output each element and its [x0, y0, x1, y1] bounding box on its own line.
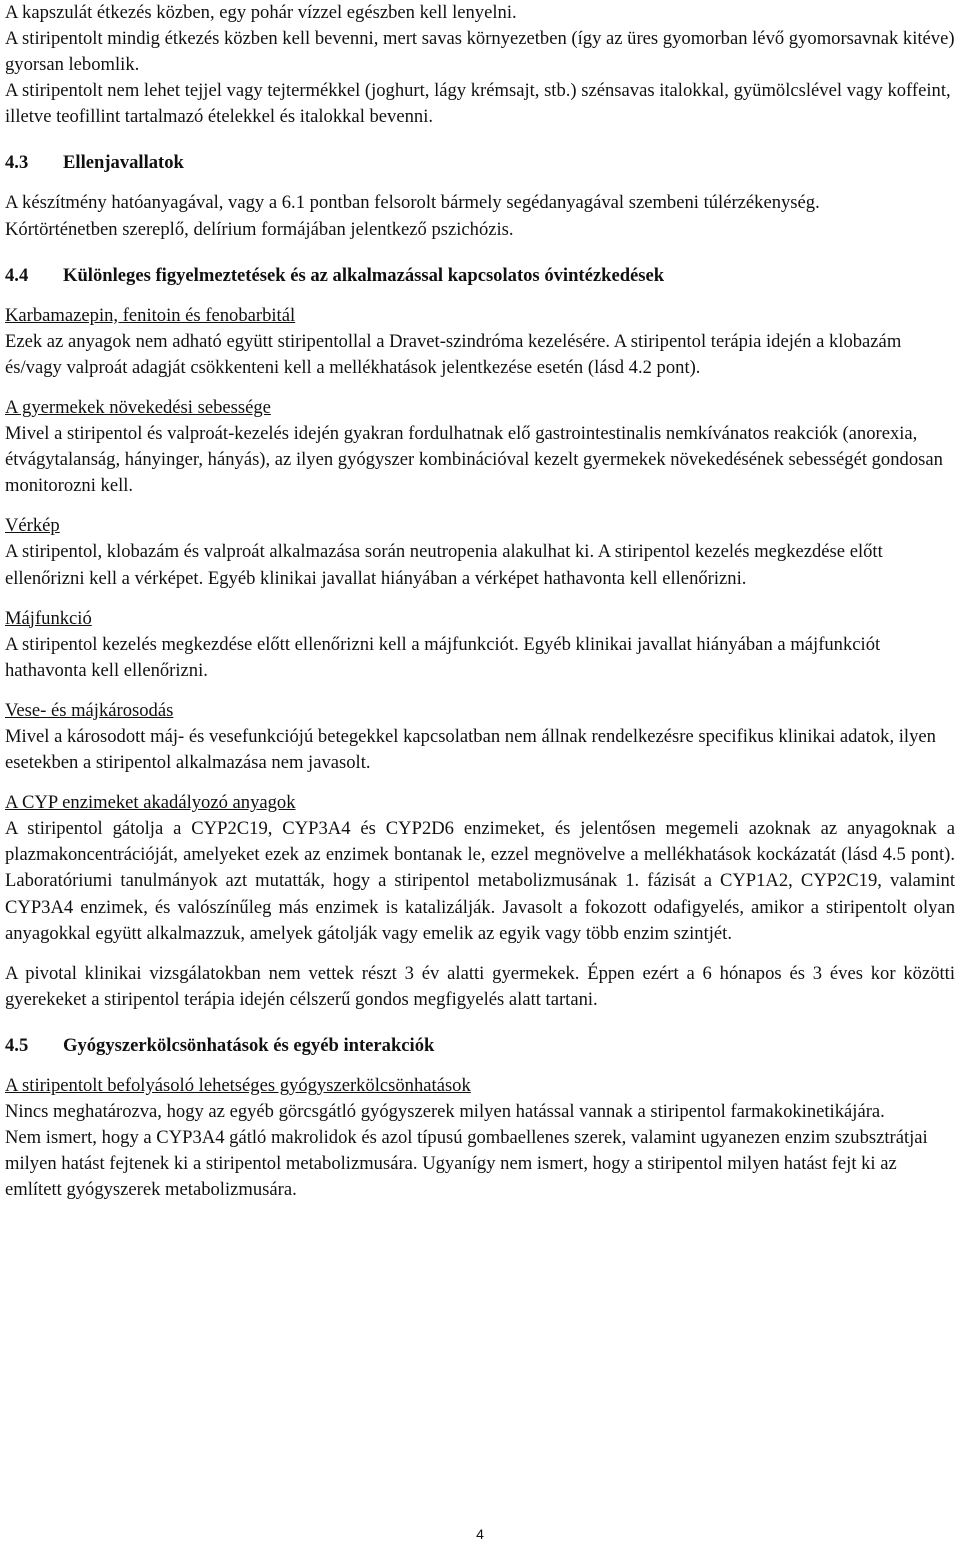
section-number: 4.4 — [5, 264, 29, 286]
document-page — [5, 0, 955, 1203]
subsection-title: A gyermekek növekedési sebessége — [5, 396, 271, 418]
subsection-text: A stiripentol, klobazám és valproát alkalmazása során neutropenia alakulhat ki. A stiripentol kezelés megkezdése előtt ellenőrizni kell a vérképet. Egyéb klinikai javallat hiányában a vérképet hathavonta kell ellenőrizni. — [5, 541, 883, 589]
section-4-4-heading — [5, 263, 955, 289]
subsection-text: Ezek az anyagok nem adható együtt stiripentollal a Dravet-szindróma kezelésére. A stiripentol terápia idején a klobazám és/vagy valproát adagját csökkenteni kell a mellékhatások jelentkezése esetén (lásd 4.2 pont). — [5, 330, 902, 378]
section-4-5-heading — [5, 1033, 955, 1059]
section-title: Különleges figyelmeztetések és az alkalmazással kapcsolatos óvintézkedések — [63, 264, 665, 286]
contraindication-paragraph-2: Kórtörténetben szereplő, delírium formájában jelentkező pszichózis. — [5, 218, 514, 240]
subsection-text: A stiripentol gátolja a CYP2C19, CYP3A4 és CYP2D6 enzimeket, és jelentősen megemeli azoknak az anyagoknak a plazmakoncentrációját, amelyeket ezek az enzimek bontanak le, ezzel megnövelve a mellékhatások kockázatát (lásd 4.5 pont). Laboratóriumi tanulmányok azt mutatták, hogy a stiripentol metabolizmusának 1. fázisát a CYP1A2, CYP2C19, valamint CYP3A4 enzimek, és valószínűleg más enzimek is katalizálják. Javasolt a fokozott odafigyelés, amikor a stiripentolt olyan anyagokkal együtt alkalmazzuk, amelyek gátolják vagy emelik az egyik vagy több enzim szintjét. — [5, 818, 955, 944]
subsection-title: A CYP enzimeket akadályozó anyagok — [5, 792, 296, 814]
subsection-title: Májfunkció — [5, 607, 92, 629]
contraindication-paragraph-1: A készítmény hatóanyagával, vagy a 6.1 pontban felsorolt bármely segédanyagával szembeni túlérzékenység. — [5, 192, 820, 214]
interaction-paragraph-2: Nem ismert, hogy a CYP3A4 gátló makrolidok és azol típusú gombaellenes szerek, valamint ugyanezen enzim szubsztrátjai milyen hatást fejtenek ki a stiripentol metabolizmusára. Ugyanígy nem ismert, hogy a stiripentol milyen hatást fejt ki az említett gyógyszerek metabolizmusára. — [5, 1127, 928, 1201]
subsection-title: Vérkép — [5, 515, 60, 537]
subsection-text: Mivel a stiripentol és valproát-kezelés idején gyakran fordulhatnak elő gastrointestinalis nemkívánatos reakciók (anorexia, étvágytalanság, hányinger, hányás), az ilyen gyógyszer kombinációval kezelt gyermekek növekedésének sebességét gondosan monitorozni kell. — [5, 423, 943, 497]
intro-paragraph-2: A stiripentolt mindig étkezés közben kell bevenni, mert savas környezetben (így az üres gyomorban lévő gyomorsavnak kitéve) gyorsan lebomlik. — [5, 28, 955, 76]
subsection-text: A stiripentol kezelés megkezdése előtt ellenőrizni kell a májfunkciót. Egyéb klinikai javallat hiányában a májfunkciót hathavonta kell ellenőrizni. — [5, 633, 881, 681]
intro-paragraph-3: A stiripentolt nem lehet tejjel vagy tejtermékkel (joghurt, lágy krémsajt, stb.) szénsavas italokkal, gyümölcslével vagy koffeint, illetve teofillint tartalmazó ételekkel és italokkal bevenni. — [5, 80, 951, 128]
subsection-title: A stiripentolt befolyásoló lehetséges gyógyszerkölcsönhatások — [5, 1074, 471, 1096]
section-title: Gyógyszerkölcsönhatások és egyéb interakciók — [63, 1034, 435, 1056]
section-title: Ellenjavallatok — [63, 152, 184, 174]
interaction-paragraph-1: Nincs meghatározva, hogy az egyéb görcsgátló gyógyszerek milyen hatással vannak a stiripentol farmakokinetikájára. — [5, 1101, 885, 1122]
page-number: 4 — [476, 1526, 484, 1542]
section-4-3-heading — [5, 150, 955, 176]
subsection-title: Karbamazepin, fenitoin és fenobarbitál — [5, 304, 296, 326]
subsection-title: Vese- és májkárosodás — [5, 699, 174, 721]
pivotal-study-paragraph: A pivotal klinikai vizsgálatokban nem vettek részt 3 év alatti gyermekek. Éppen ezért a 6 hónapos és 3 éves kor közötti gyerekeket a stiripentol terápia idején célszerű gondos megfigyelés alatt tartani. — [5, 962, 955, 1010]
intro-paragraph-1: A kapszulát étkezés közben, egy pohár vízzel egészben kell lenyelni. — [5, 2, 517, 23]
subsection-text: Mivel a károsodott máj- és vesefunkciójú betegekkel kapcsolatban nem állnak rendelkezésre specifikus klinikai adatok, ilyen esetekben a stiripentol alkalmazása nem javasolt. — [5, 725, 936, 774]
section-number: 4.5 — [5, 1034, 29, 1056]
section-number: 4.3 — [5, 152, 29, 174]
